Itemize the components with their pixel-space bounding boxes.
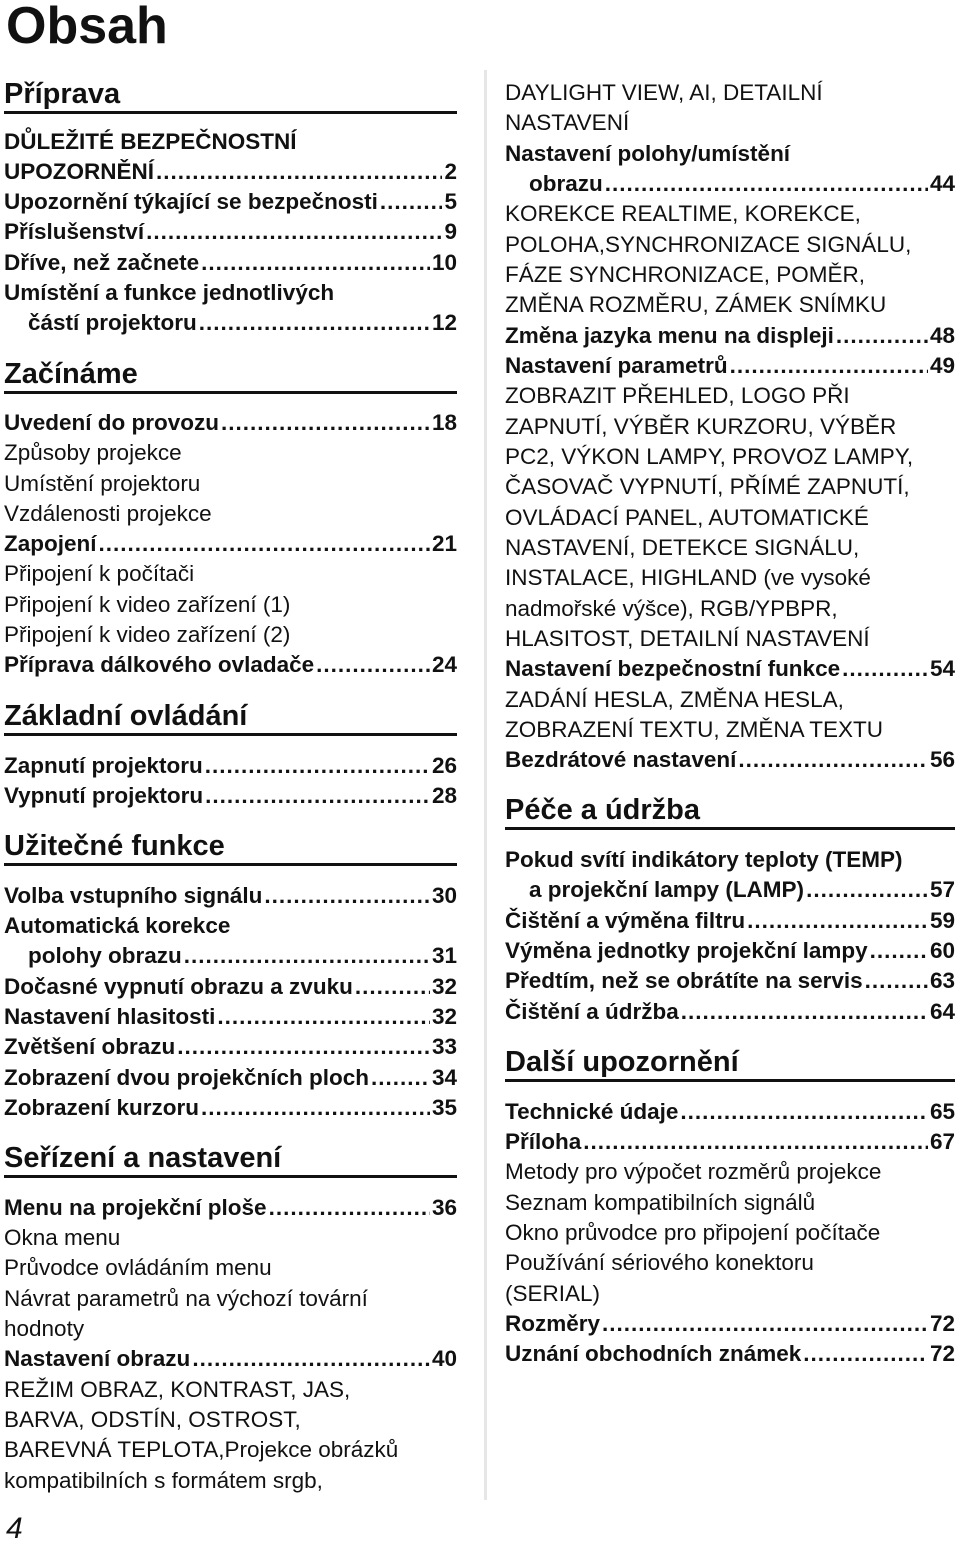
toc-page-number: 57 xyxy=(929,877,955,902)
toc-entry[interactable] xyxy=(4,751,457,781)
toc-subentry[interactable]: Průvodce ovládáním menu xyxy=(4,1255,272,1280)
toc-subentry[interactable]: INSTALACE, HIGHLAND (ve vysoké xyxy=(505,565,871,590)
toc-page-number: 63 xyxy=(929,968,955,993)
toc-page-number: 48 xyxy=(929,323,955,348)
toc-page-number: 72 xyxy=(929,1311,955,1336)
leader-dots xyxy=(355,972,430,1002)
leader-dots xyxy=(146,217,442,247)
toc-page-number: 67 xyxy=(929,1129,955,1154)
toc-entry-text: Nastavení polohy/umístění xyxy=(505,141,791,166)
toc-subentry[interactable]: ZADÁNÍ HESLA, ZMĚNA HESLA, xyxy=(505,687,844,712)
toc-page-number: 44 xyxy=(929,171,955,196)
toc-entry-title: Vypnutí projektoru xyxy=(4,783,204,808)
toc-page-number: 30 xyxy=(431,883,457,908)
toc-subentry[interactable]: Metody pro výpočet rozměrů projekce xyxy=(505,1159,882,1184)
toc-entry[interactable] xyxy=(505,966,955,996)
toc-entry-title: Technické údaje xyxy=(505,1099,679,1124)
toc-entry-title: Uvedení do provozu xyxy=(4,410,220,435)
toc-subentry[interactable]: DAYLIGHT VIEW, AI, DETAILNÍ xyxy=(505,80,823,105)
toc-entry-title: Bezdrátové nastavení xyxy=(505,747,737,772)
toc-entry-text: Umístění a funkce jednotlivých xyxy=(4,280,335,305)
toc-entry-title: Zapnutí projektoru xyxy=(4,753,203,778)
toc-entry[interactable] xyxy=(505,997,955,1027)
leader-dots xyxy=(738,745,928,775)
toc-entry-title: Uznání obchodních známek xyxy=(505,1341,802,1366)
toc-entry[interactable] xyxy=(505,745,955,775)
toc-entry-title: částí projektoru xyxy=(28,310,197,335)
toc-entry-title: Výměna jednotky projekční lampy xyxy=(505,938,868,963)
toc-subentry[interactable]: kompatibilních s formátem srgb, xyxy=(4,1468,323,1493)
leader-dots xyxy=(217,1002,430,1032)
toc-entry-title: Nastavení obrazu xyxy=(4,1346,191,1371)
leader-dots xyxy=(99,529,430,559)
toc-subentry[interactable]: ZOBRAZIT PŘEHLED, LOGO PŘI xyxy=(505,383,850,408)
toc-entry[interactable] xyxy=(505,654,955,684)
toc-page-number: 24 xyxy=(431,652,457,677)
toc-entry-title: Čištění a výměna filtru xyxy=(505,908,746,933)
leader-dots xyxy=(192,1344,430,1374)
leader-dots xyxy=(205,751,430,781)
leader-dots xyxy=(269,1193,430,1223)
toc-subentry[interactable]: Okna menu xyxy=(4,1225,121,1250)
toc-page-number: 9 xyxy=(444,219,457,244)
toc-page-number: 10 xyxy=(431,250,457,275)
toc-subentry[interactable]: ZOBRAZENÍ TEXTU, ZMĚNA TEXTU xyxy=(505,717,883,742)
toc-entry-title: a projekční lampy (LAMP) xyxy=(529,877,805,902)
toc-subentry[interactable]: Připojení k video zařízení (1) xyxy=(4,592,291,617)
toc-entry[interactable] xyxy=(505,1127,955,1157)
toc-entry-title: Rozměry xyxy=(505,1311,601,1336)
toc-page-number: 72 xyxy=(929,1341,955,1366)
toc-subentry[interactable]: Způsoby projekce xyxy=(4,440,182,465)
toc-entry-text: Automatická korekce xyxy=(4,913,231,938)
toc-subentry[interactable]: POLOHA,SYNCHRONIZACE SIGNÁLU, xyxy=(505,232,912,257)
toc-entry[interactable] xyxy=(4,217,457,247)
toc-subentry[interactable]: REŽIM OBRAZ, KONTRAST, JAS, xyxy=(4,1377,351,1402)
toc-entry[interactable] xyxy=(505,936,955,966)
page-number: 4 xyxy=(6,1512,23,1545)
leader-dots xyxy=(806,875,928,905)
toc-subentry[interactable]: PC2, VÝKON LAMPY, PROVOZ LAMPY, xyxy=(505,444,914,469)
toc-entry[interactable] xyxy=(505,321,955,351)
toc-subentry[interactable]: hodnoty xyxy=(4,1316,85,1341)
leader-dots xyxy=(680,1097,928,1127)
toc-entry[interactable] xyxy=(4,972,457,1002)
toc-page-number: 18 xyxy=(431,410,457,435)
toc-page-number: 64 xyxy=(929,999,955,1024)
leader-dots xyxy=(177,1032,430,1062)
toc-entry[interactable] xyxy=(505,906,955,936)
toc-subentry[interactable]: nadmořské výšce), RGB/YPBPR, xyxy=(505,596,838,621)
leader-dots xyxy=(371,1063,430,1093)
toc-entry[interactable] xyxy=(505,875,955,905)
toc-page-number: 32 xyxy=(431,974,457,999)
toc-entry-title: Příprava dálkového ovladače xyxy=(4,652,315,677)
leader-dots xyxy=(865,966,928,996)
toc-entry-title: Zvětšení obrazu xyxy=(4,1034,176,1059)
toc-entry[interactable] xyxy=(505,1339,955,1369)
toc-entry[interactable] xyxy=(4,1032,457,1062)
toc-entry[interactable] xyxy=(4,781,457,811)
toc-page-number: 33 xyxy=(431,1034,457,1059)
toc-entry[interactable] xyxy=(4,408,457,438)
toc-page-number: 34 xyxy=(431,1065,457,1090)
leader-dots xyxy=(836,321,928,351)
leader-dots xyxy=(201,248,430,278)
toc-entry-text: DŮLEŽITÉ BEZPEČNOSTNÍ xyxy=(4,129,297,154)
leader-dots xyxy=(870,936,928,966)
toc-page-number: 60 xyxy=(929,938,955,963)
leader-dots xyxy=(681,997,928,1027)
leader-dots xyxy=(842,654,928,684)
toc-entry[interactable] xyxy=(4,157,457,187)
toc-entry[interactable] xyxy=(505,1309,955,1339)
toc-page-number: 59 xyxy=(929,908,955,933)
toc-entry[interactable] xyxy=(4,248,457,278)
toc-subentry[interactable]: NASTAVENÍ, DETEKCE SIGNÁLU, xyxy=(505,535,860,560)
toc-entry-title: Dočasné vypnutí obrazu a zvuku xyxy=(4,974,353,999)
toc-entry-title: Upozornění týkající se bezpečnosti xyxy=(4,189,378,214)
toc-page-number: 36 xyxy=(431,1195,457,1220)
toc-subentry[interactable]: Připojení k počítači xyxy=(4,561,195,586)
toc-subentry[interactable]: KOREKCE REALTIME, KOREKCE, xyxy=(505,201,861,226)
toc-entry-text: Pokud svítí indikátory teploty (TEMP) xyxy=(505,847,903,872)
leader-dots xyxy=(201,1093,430,1123)
toc-entry-title: Zapojení xyxy=(4,531,97,556)
leader-dots xyxy=(583,1127,928,1157)
toc-subentry[interactable]: Vzdálenosti projekce xyxy=(4,501,212,526)
toc-entry-title: Předtím, než se obrátíte na servis xyxy=(505,968,863,993)
toc-subentry[interactable]: Seznam kompatibilních signálů xyxy=(505,1190,816,1215)
leader-dots xyxy=(605,169,928,199)
toc-entry-title: polohy obrazu xyxy=(28,943,182,968)
toc-entry-title: Dříve, než začnete xyxy=(4,250,200,275)
toc-subentry[interactable]: Návrat parametrů na výchozí tovární xyxy=(4,1286,368,1311)
leader-dots xyxy=(747,906,928,936)
section-heading: Příprava xyxy=(4,78,457,114)
toc-entry[interactable] xyxy=(4,529,457,559)
toc-entry[interactable] xyxy=(4,1002,457,1032)
toc-entry-title: Zobrazení dvou projekčních ploch xyxy=(4,1065,370,1090)
toc-subentry[interactable]: Používání sériového konektoru xyxy=(505,1250,814,1275)
toc-subentry[interactable]: BARVA, ODSTÍN, OSTROST, xyxy=(4,1407,301,1432)
toc-page-number: 35 xyxy=(431,1095,457,1120)
toc-entry[interactable] xyxy=(4,941,457,971)
toc-entry[interactable] xyxy=(4,308,457,338)
toc-entry-title: obrazu xyxy=(529,171,603,196)
leader-dots xyxy=(221,408,430,438)
toc-entry[interactable] xyxy=(505,351,955,381)
toc-page-number: 12 xyxy=(431,310,457,335)
leader-dots xyxy=(184,941,430,971)
toc-subentry[interactable]: FÁZE SYNCHRONIZACE, POMĚR, xyxy=(505,262,866,287)
leader-dots xyxy=(199,308,430,338)
toc-entry[interactable] xyxy=(4,881,457,911)
toc-page-number: 2 xyxy=(444,159,457,184)
leader-dots xyxy=(602,1309,928,1339)
toc-subentry[interactable]: Okno průvodce pro připojení počítače xyxy=(505,1220,881,1245)
toc-entry[interactable] xyxy=(4,187,457,217)
leader-dots xyxy=(380,187,443,217)
toc-entry-title: Příslušenství xyxy=(4,219,145,244)
leader-dots xyxy=(316,650,430,680)
toc-page-number: 40 xyxy=(431,1346,457,1371)
toc-entry-title: Menu na projekční ploše xyxy=(4,1195,267,1220)
toc-entry-title: Čištění a údržba xyxy=(505,999,679,1024)
section-heading: Základní ovládání xyxy=(4,700,457,736)
section-heading: Seřízení a nastavení xyxy=(4,1142,457,1178)
toc-entry[interactable] xyxy=(4,1344,457,1374)
leader-dots xyxy=(156,157,442,187)
toc-entry-title: Zobrazení kurzoru xyxy=(4,1095,200,1120)
column-divider xyxy=(484,70,487,1500)
toc-subentry[interactable]: ČASOVAČ VYPNUTÍ, PŘÍMÉ ZAPNUTÍ, xyxy=(505,474,910,499)
toc-entry[interactable] xyxy=(4,1063,457,1093)
section-heading: Další upozornění xyxy=(505,1046,955,1082)
toc-entry-title: Nastavení bezpečnostní funkce xyxy=(505,656,841,681)
section-heading: Začínáme xyxy=(4,358,457,394)
toc-page-number: 5 xyxy=(444,189,457,214)
page-title: Obsah xyxy=(6,0,168,55)
toc-entry-title: Nastavení parametrů xyxy=(505,353,728,378)
toc-page-number: 49 xyxy=(929,353,955,378)
toc-subentry[interactable]: ZMĚNA ROZMĚRU, ZÁMEK SNÍMKU xyxy=(505,292,887,317)
toc-page-number: 32 xyxy=(431,1004,457,1029)
toc-subentry[interactable]: ZAPNUTÍ, VÝBĚR KURZORU, VÝBĚR xyxy=(505,414,897,439)
leader-dots xyxy=(730,351,928,381)
toc-entry-title: Příloha xyxy=(505,1129,582,1154)
leader-dots xyxy=(803,1339,928,1369)
toc-entry-title: Nastavení hlasitosti xyxy=(4,1004,216,1029)
toc-subentry[interactable]: Připojení k video zařízení (2) xyxy=(4,622,291,647)
leader-dots xyxy=(264,881,430,911)
toc-entry[interactable] xyxy=(4,1193,457,1223)
toc-subentry[interactable]: NASTAVENÍ xyxy=(505,110,630,135)
toc-page-number: 21 xyxy=(431,531,457,556)
toc-page-number: 54 xyxy=(929,656,955,681)
toc-entry[interactable] xyxy=(505,1097,955,1127)
toc-entry-title: Volba vstupního signálu xyxy=(4,883,263,908)
toc-page-number: 28 xyxy=(431,783,457,808)
toc-entry[interactable] xyxy=(4,650,457,680)
section-heading: Užitečné funkce xyxy=(4,830,457,866)
toc-entry[interactable] xyxy=(4,1093,457,1123)
leader-dots xyxy=(205,781,430,811)
toc-subentry[interactable]: (SERIAL) xyxy=(505,1281,601,1306)
toc-entry-title: UPOZORNĚNÍ xyxy=(4,159,155,184)
toc-entry[interactable] xyxy=(505,169,955,199)
toc-subentry[interactable]: HLASITOST, DETAILNÍ NASTAVENÍ xyxy=(505,626,870,651)
toc-subentry[interactable]: OVLÁDACÍ PANEL, AUTOMATICKÉ xyxy=(505,505,869,530)
toc-page-number: 65 xyxy=(929,1099,955,1124)
toc-page-number: 56 xyxy=(929,747,955,772)
section-heading: Péče a údržba xyxy=(505,794,955,830)
toc-subentry[interactable]: BAREVNÁ TEPLOTA,Projekce obrázků xyxy=(4,1437,399,1462)
toc-subentry[interactable]: Umístění projektoru xyxy=(4,471,201,496)
toc-entry-title: Změna jazyka menu na displeji xyxy=(505,323,834,348)
toc-page-number: 26 xyxy=(431,753,457,778)
toc-page-number: 31 xyxy=(431,943,457,968)
